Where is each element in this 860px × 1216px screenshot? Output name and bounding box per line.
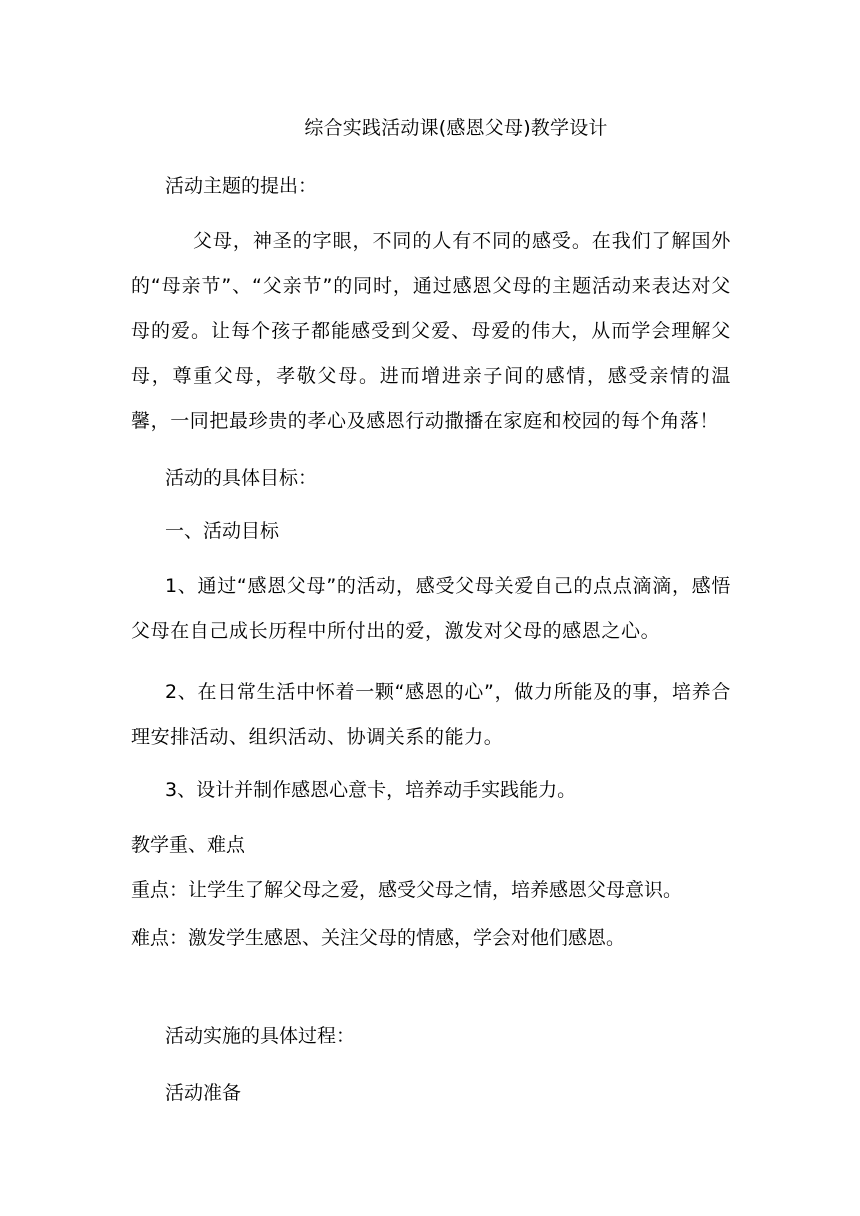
key-point: 重点：让学生了解父母之爱，感受父母之情，培养感恩父母意识。 bbox=[131, 879, 683, 901]
goals-subheading: 一、活动目标 bbox=[165, 520, 280, 542]
difficult-point: 难点：激发学生感恩、关注父母的情感，学会对他们感恩。 bbox=[131, 927, 626, 949]
goal-item-2: 2、在日常生活中怀着一颗“感恩的心”，做力所能及的事，培养合理安排活动、组织活动、协调关系的能力。 bbox=[131, 681, 731, 748]
goals-heading: 活动的具体目标： bbox=[165, 467, 318, 489]
goal-item-3: 3、设计并制作感恩心意卡，培养动手实践能力。 bbox=[165, 779, 577, 801]
theme-paragraph: 父母，神圣的字眼，不同的人有不同的感受。在我们了解国外的“母亲节”、“父亲节”的同时，通过感恩父母的主题活动来表达对父母的爱。让每个孩子都能感受到父爱、母爱的伟大，从而学会理解父母，尊重父母，孝敬父母。进而增进亲子间的感情，感受亲情的温馨，一同把最珍贵的孝心及感恩行动撒播在家庭和校园的每个角落！ bbox=[131, 230, 731, 432]
process-heading: 活动实施的具体过程： bbox=[165, 1025, 356, 1047]
document-title: 综合实践活动课(感恩父母)教学设计 bbox=[304, 117, 608, 139]
key-difficult-heading: 教学重、难点 bbox=[131, 834, 246, 856]
theme-heading: 活动主题的提出： bbox=[165, 175, 318, 197]
goal-item-1: 1、通过“感恩父母”的活动，感受父母关爱自己的点点滴滴，感悟父母在自己成长历程中所付出的爱，激发对父母的感恩之心。 bbox=[131, 575, 731, 642]
preparation-heading: 活动准备 bbox=[165, 1082, 242, 1104]
